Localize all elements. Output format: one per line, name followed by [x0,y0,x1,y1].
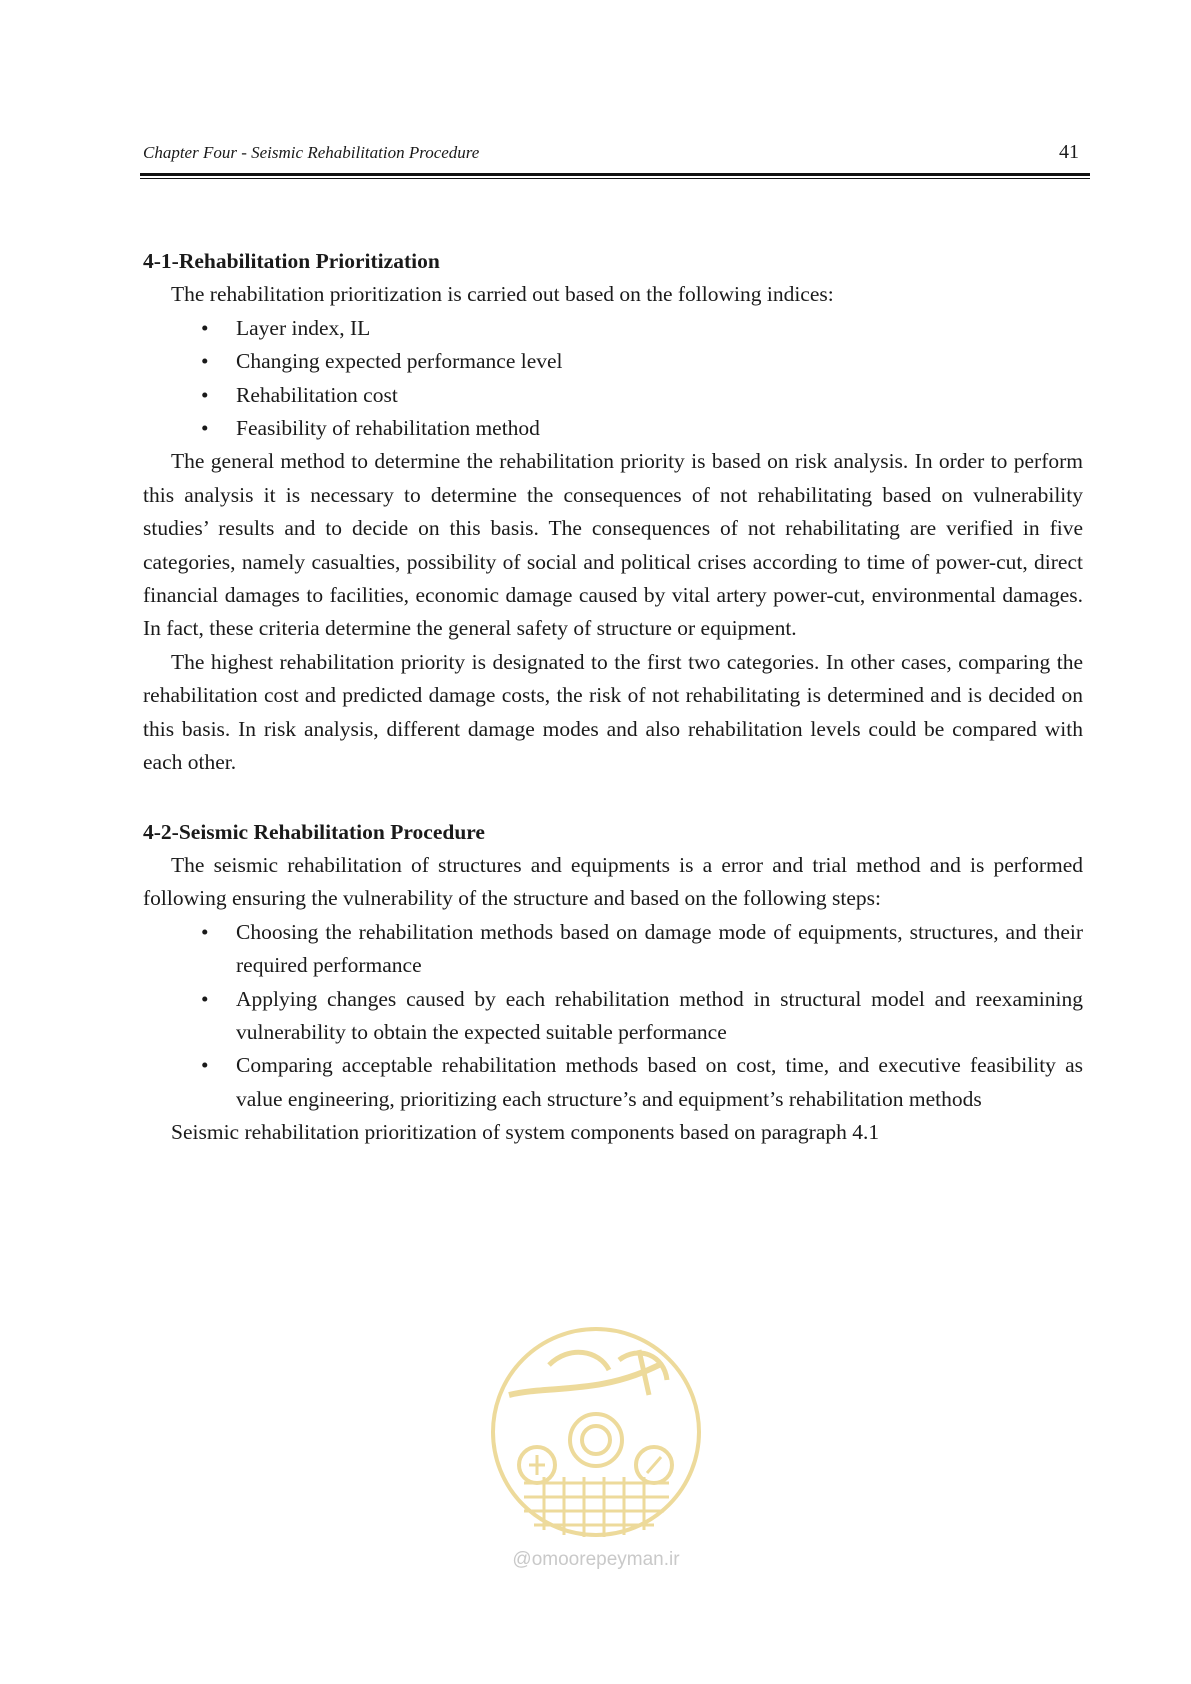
list-item-text: Rehabilitation cost [236,382,398,407]
bullet-icon: • [201,1053,209,1078]
list-item [201,983,1083,1050]
bullet-icon: • [201,349,209,374]
section-spacer [143,780,1083,816]
section-4-1-intro: The rehabilitation prioritization is carried out based on the following indices: [171,282,834,307]
watermark-site-text: @omoorepeyman.ir [512,1549,680,1570]
list-item [201,345,1083,378]
list-item [201,1049,1083,1116]
list-item-text: Feasibility of rehabilitation method [236,416,540,441]
list-item [201,312,1083,345]
bullet-icon: • [201,382,209,407]
body-paragraph: The general method to determine the rehabilitation priority is based on risk analysis. In order to perform this analysis it is necessary to determine the consequences of not rehabilitating based on vulnerability studies’ results and to decide on this basis. The consequences of not rehabilitating are verified in five categories, namely casualties, possibility of social and political crises according to time of power-cut, direct financial damages to facilities, economic damage caused by vital artery power-cut, environmental damages. In fact, these criteria determine the general safety of structure or equipment. [143,449,1083,641]
body-paragraph: The highest rehabilitation priority is designated to the first two categories. In other cases, comparing the rehabilitation cost and predicted damage costs, the risk of not rehabilitating is determined and is decided on this basis. In risk analysis, different damage modes and also rehabilitation levels could be compared with each other. [143,649,1083,775]
chapter-title: Chapter Four - Seismic Rehabilitation Procedure [143,143,480,162]
page-content [143,245,1083,1150]
list-item-text: Comparing acceptable rehabilitation methods based on cost, time, and executive feasibility as value engineering, prioritizing each structure’s and equipment’s rehabilitation methods [236,1053,1083,1111]
header-rule-thick [140,173,1090,176]
bullet-icon: • [201,986,209,1011]
indices-list [143,312,1083,446]
list-item [201,379,1083,412]
page-number: 41 [1059,141,1079,163]
list-item [201,916,1083,983]
bullet-icon: • [201,315,209,340]
bullet-icon: • [201,919,209,944]
running-header [143,141,1089,165]
closing-line: Seismic rehabilitation prioritization of system components based on paragraph 4.1 [171,1120,880,1145]
list-item [201,412,1083,445]
steps-list [143,916,1083,1116]
list-item-text: Changing expected performance level [236,349,563,374]
list-item-text: Choosing the rehabilitation methods based on damage mode of equipments, structures, and their required performance [236,919,1083,978]
header-rule-thin [140,178,1090,179]
list-item-text: Layer index, IL [236,315,371,340]
list-item-text: Applying changes caused by each rehabilitation method in structural model and reexamining vulnerability to obtain the expected suitable performance [236,986,1083,1044]
section-4-2-intro: The seismic rehabilitation of structures and equipments is a error and trial method and is performed following ensuring the vulnerability of the structure and based on the following steps: [143,852,1083,911]
bullet-icon: • [201,416,209,441]
watermark-logo-icon [489,1325,703,1539]
section-heading-4-1: 4-1-Rehabilitation Prioritization [143,249,440,273]
watermark [489,1325,703,1575]
section-heading-4-2: 4-2-Seismic Rehabilitation Procedure [143,819,485,844]
